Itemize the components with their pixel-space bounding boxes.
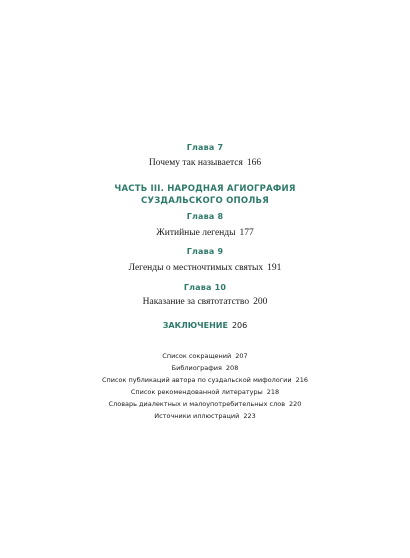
appendix-item-title: Список рекомендованной литературы	[130, 388, 263, 396]
appendix-item-page: 207	[235, 352, 248, 360]
appendix-item	[0, 388, 410, 396]
appendix-item	[0, 352, 410, 360]
part-3-heading-line-1: ЧАСТЬ III. НАРОДНАЯ АГИОГРАФИЯ	[114, 184, 296, 194]
appendix-item-title: Список сокращений	[162, 352, 232, 360]
appendix-item-title: Библиография	[171, 364, 222, 372]
chapter-9-page: 191	[267, 263, 282, 273]
conclusion-title: ЗАКЛЮЧЕНИЕ	[162, 321, 228, 330]
chapter-9-entry	[0, 263, 410, 273]
chapter-10-title: Наказание за святотатство	[142, 297, 250, 307]
chapter-10-entry	[0, 297, 410, 307]
appendix-item-page: 208	[225, 364, 239, 372]
chapter-8-entry	[0, 228, 410, 238]
appendix-item-title: Словарь диалектных и малоупотребительных слов	[108, 400, 286, 408]
chapter-8-label: Глава 8	[186, 212, 224, 221]
chapter-10-label: Глава 10	[183, 283, 227, 292]
appendix-item-title: Список публикаций автора по суздальской мифологии	[101, 376, 292, 384]
appendix-item-page: 220	[289, 400, 302, 408]
chapter-10-page: 200	[253, 297, 268, 307]
chapter-9-title: Легенды о местночтимых святых	[128, 263, 264, 273]
appendix-item	[0, 400, 410, 408]
part-3-heading	[0, 183, 410, 207]
conclusion-page: 206	[231, 321, 248, 330]
appendix-item-page: 216	[295, 376, 309, 384]
appendix-item-page: 223	[243, 412, 256, 420]
appendix-item-title: Источники иллюстраций	[154, 412, 240, 420]
appendix-item	[0, 364, 410, 372]
appendix-item	[0, 376, 410, 384]
chapter-7-page: 166	[246, 158, 262, 168]
chapter-8-page: 177	[239, 228, 254, 238]
part-3-heading-line-2: СУЗДАЛЬСКОГО ОПОЛЬЯ	[141, 196, 269, 206]
chapter-9-label: Глава 9	[186, 247, 224, 256]
chapter-8-title: Житийные легенды	[156, 228, 236, 238]
chapter-7-title: Почему так называется	[148, 158, 243, 168]
chapter-7-entry	[0, 158, 410, 168]
appendix-item-page: 218	[266, 388, 280, 396]
appendix-item	[0, 412, 410, 420]
conclusion-entry	[0, 321, 410, 330]
chapter-7-label: Глава 7	[186, 143, 224, 152]
